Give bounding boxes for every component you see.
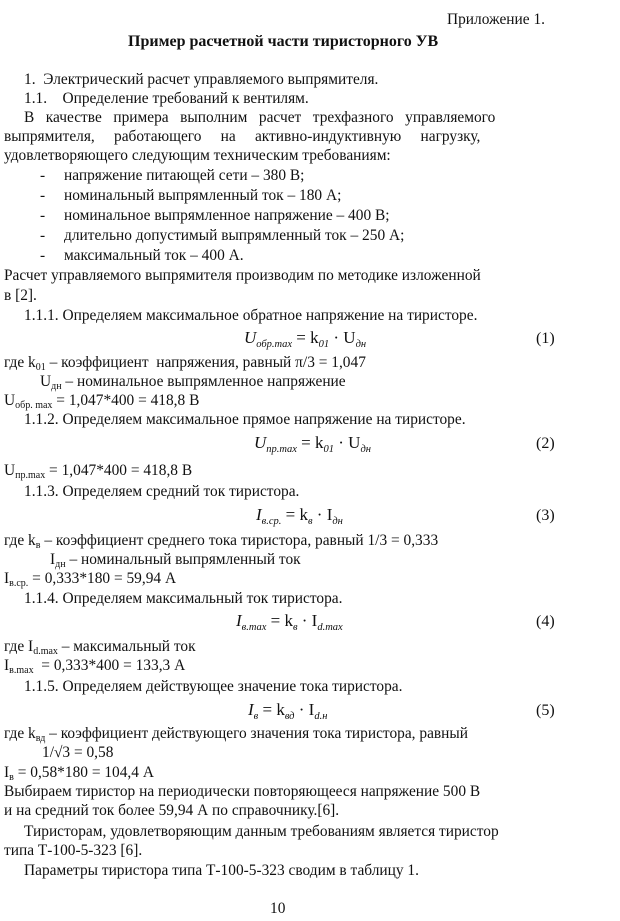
list-item-text: номинальное выпрямленное напряжение – 400 В; (64, 207, 390, 224)
list-item-text: максимальный ток – 400 А. (64, 247, 244, 264)
step-1-u-def: Uдн – номинальное выпрямленное напряжение (40, 373, 346, 392)
conclusion-p2-line-2: типа Т-100-5-323 [6]. (4, 842, 143, 859)
step-5-heading: 1.1.5. Определяем действующее значение тока тиристора. (24, 678, 403, 695)
conclusion-p3: Параметры тиристора типа Т-100-5-323 сводим в таблицу 1. (24, 862, 419, 879)
step-3-i-def: Iдн – номинальный выпрямленный ток (50, 551, 301, 570)
page-number: 10 (270, 900, 286, 917)
equation-3-number: (3) (536, 507, 555, 524)
intro-line-2: выпрямителя, работающего на активно-индуктивную нагрузку, (4, 128, 481, 145)
list-dash: - (40, 227, 46, 244)
step-3-result: Iв.ср. = 0,333*180 = 59,94 А (4, 570, 177, 589)
step-4-result: Iв.max = 0,333*400 = 133,3 А (4, 657, 186, 676)
equation-5: $I_в = k_{вд} \cdot I_{d.н}$ (248, 700, 328, 722)
step-4-where: где Id.max – максимальный ток (4, 638, 196, 657)
step-1-result: Uобр. max = 1,047*400 = 418,8 В (4, 392, 200, 411)
appendix-label: Приложение 1. (447, 11, 545, 28)
intro-line-1: В качестве примера выполним расчет трехфазного управляемого (24, 109, 496, 126)
equation-5-number: (5) (536, 702, 555, 719)
conclusion-p1-line-2: и на средний ток более 59,94 А по справочнику.[6]. (4, 802, 340, 819)
equation-2: $U_{пр.max} = k_{01} \cdot U_{дн}$ (254, 433, 371, 455)
equation-2-number: (2) (536, 435, 555, 452)
equation-1-number: (1) (536, 330, 555, 347)
step-5-ratio: 1/√3 = 0,58 (42, 744, 114, 761)
list-item-text: номинальный выпрямленный ток – 180 А; (64, 187, 342, 204)
conclusion-p2-line-1: Тиристорам, удовлетворяющим данным требованиям является тиристор (24, 823, 499, 840)
step-5-where: где kвд – коэффициент действующего значения тока тиристора, равный (4, 725, 468, 744)
step-1-where: где k01 – коэффициент напряжения, равный π/3 = 1,047 (4, 354, 366, 373)
list-dash: - (40, 167, 46, 184)
method-line-2: в [2]. (4, 287, 37, 304)
step-3-heading: 1.1.3. Определяем средний ток тиристора. (24, 483, 300, 500)
list-item-text: напряжение питающей сети – 380 В; (64, 167, 305, 184)
list-dash: - (40, 247, 46, 264)
equation-1: $U_{обр.max} = k_{01} \cdot U_{дн}$ (244, 328, 367, 350)
page-title: Пример расчетной части тиристорного УВ (128, 33, 439, 50)
equation-4: $I_{в.max} = k_в \cdot I_{d.max}$ (236, 611, 343, 633)
intro-line-3: удовлетворяющего следующим техническим требованиям: (4, 147, 391, 164)
method-line-1: Расчет управляемого выпрямителя производим по методике изложенной (4, 267, 481, 284)
step-5-result: Iв = 0,58*180 = 104,4 А (4, 764, 154, 783)
step-4-heading: 1.1.4. Определяем максимальный ток тиристора. (24, 590, 343, 607)
step-3-where: где kв – коэффициент среднего тока тиристора, равный 1/3 = 0,333 (4, 532, 439, 551)
equation-3: $I_{в.ср.} = k_в \cdot I_{дн}$ (256, 505, 343, 527)
step-2-heading: 1.1.2. Определяем максимальное прямое напряжение на тиристоре. (24, 411, 466, 428)
step-2-result: Uпр.max = 1,047*400 = 418,8 В (4, 462, 193, 481)
conclusion-p1-line-1: Выбираем тиристор на периодически повторяющееся напряжение 500 В (4, 783, 481, 800)
list-dash: - (40, 207, 46, 224)
list-dash: - (40, 187, 46, 204)
list-item-text: длительно допустимый выпрямленный ток – 250 А; (64, 227, 405, 244)
step-1-heading: 1.1.1. Определяем максимальное обратное напряжение на тиристоре. (24, 307, 478, 324)
section-1-heading: 1. Электрический расчет управляемого выпрямителя. (24, 71, 379, 88)
equation-4-number: (4) (536, 613, 555, 630)
section-1-1-heading: 1.1. Определение требований к вентилям. (24, 90, 309, 107)
